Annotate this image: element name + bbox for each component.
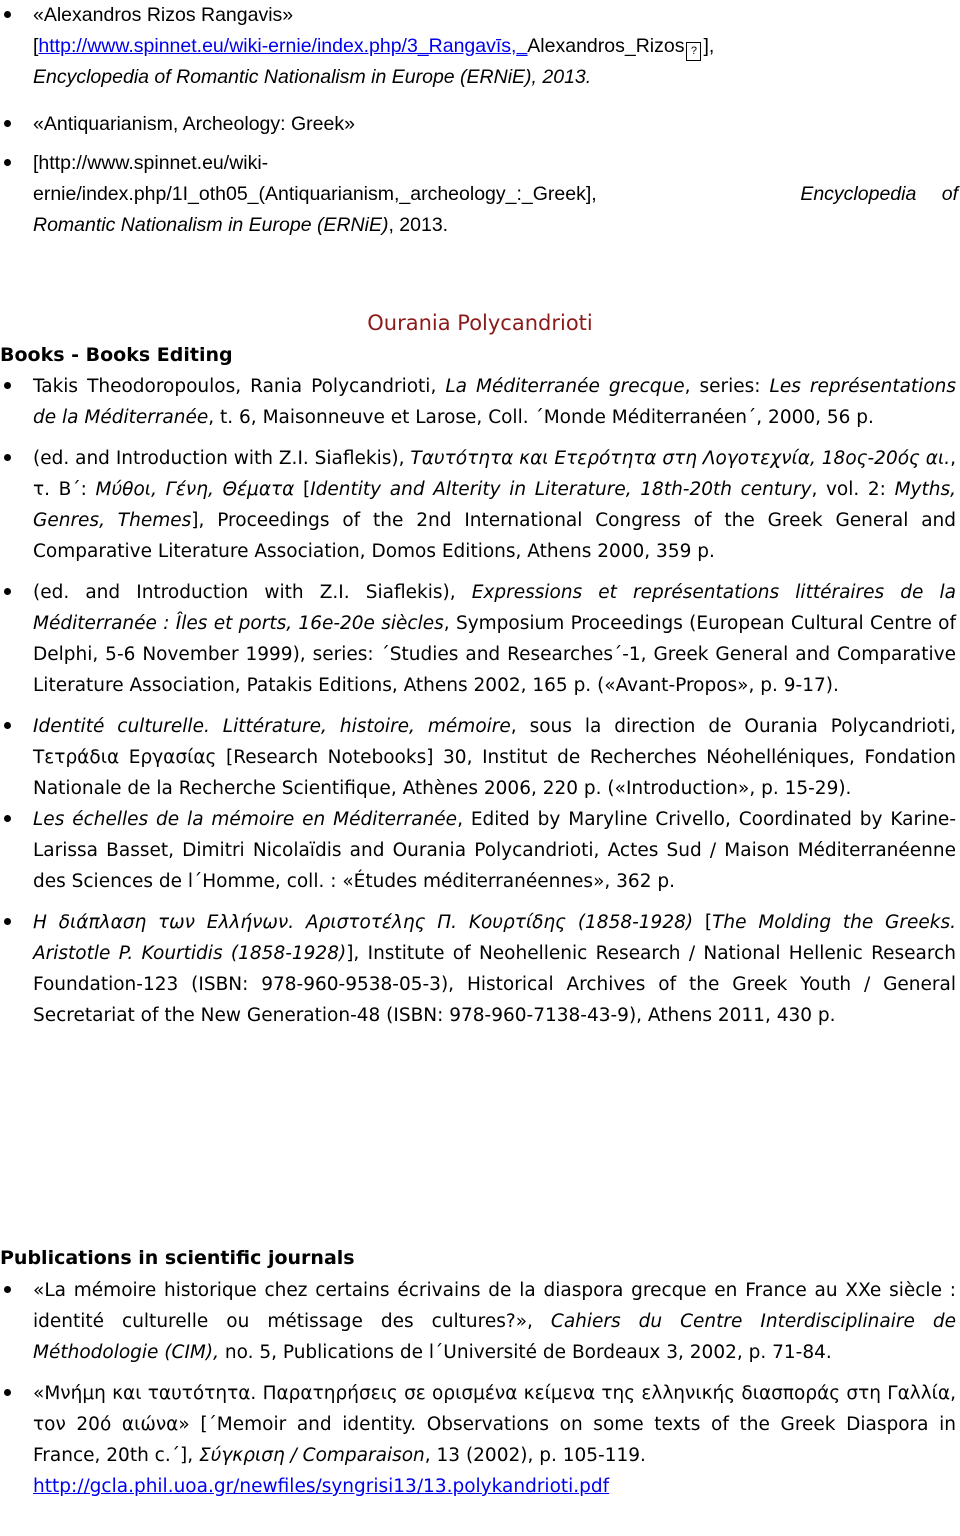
list-item: Les échelles de la mémoire en Méditerranée, Edited by Maryline Crivello, Coordinated by Karine-Larissa Basset, Dimitri Nicolaïdis and Ourania Polycandrioti, Actes Sud / Maison Méditerranéenne des Sciences de l΄Homme, coll. : «Études méditerranéennes», 362 p.: [0, 804, 956, 897]
reference-source: Encyclopedia of Romantic Nationalism in Europe (ERNiE), 2013.: [33, 66, 592, 88]
books-list: [0, 371, 956, 1031]
list-item: (ed. and Introduction with Z.I. Siaflekis), Expressions et représentations littéraires de la Méditerranée : Îles et ports, 16e-20e siècles, Symposium Proceedings (European Cultural Centre of Delphi, 5-6 November 1999), series: ΄Studies and Researches΄-1, Greek General and Comparative Literature Association, Patakis Editions, Athens 2002, 165 p. («Avant-Propos», p. 9-17).: [0, 577, 956, 701]
author-name-heading: Ourania Polycandrioti: [367, 311, 593, 335]
list-item: Η διάπλαση των Ελλήνων. Αριστοτέλης Π. Κουρτίδης (1858-1928) [The Molding the Greeks. Aristotle P. Kourtidis (1858-1928)], Institute of Neohellenic Research / National Hellenic Research Foundation-123 (ISBN: 978-960-9538-05-3), Historical Archives of the Greek Youth / General Secretariat of the New Generation-48 (ISBN: 978-960-7138-43-9), Athens 2011, 430 p.: [0, 907, 956, 1031]
reference-link[interactable]: http://www.spinnet.eu/wiki-ernie/index.php/3_Rangavīs,_: [38, 35, 528, 57]
missing-glyph-icon: ?: [686, 42, 701, 61]
reference-item-rangavis: «Alexandros Rizos Rangavis» [http://www.spinnet.eu/wiki-ernie/index.php/3_Rangavīs,_Alexandros_Rizos ? ], Encyclopedia of Romantic Nationalism in Europe (ERNiE), 2013.: [0, 0, 958, 93]
list-item: Identité culturelle. Littérature, histoire, mémoire, sous la direction de Ourania Polycandrioti, Τετράδια Εργασίας [Research Notebooks] 30, Institut de Recherches Néohelléniques, Fondation Nationale de la Recherche Scientifique, Athènes 2006, 220 p. («Introduction», p. 15-29).: [0, 711, 956, 804]
journals-list: [0, 1275, 956, 1502]
list-item: «Μνήμη και ταυτότητα. Παρατηρήσεις σε ορισμένα κείμενα της ελληνικής διασποράς στη Γαλλία, τον 20ό αιώνα» [΄Memoir and identity. Observations on some texts of the Greek Diaspora in France, 20th c.΄], Σύγκριση / Comparaison, 13 (2002), p. 105-119. http://gcla.phil.uoa.gr/newfiles/syngrisi13/13.polykandrioti.pdf: [0, 1378, 956, 1502]
list-item: «La mémoire historique chez certains écrivains de la diaspora grecque en France au XXe siècle : identité culturelle ou métissage des cultures?», Cahiers du Centre Interdisciplinaire de Méthodologie (CIM), no. 5, Publications de l΄Université de Bordeaux 3, 2002, p. 71-84.: [0, 1275, 956, 1368]
reference-link-tail: Alexandros_Rizos: [527, 35, 685, 57]
reference-item-antiquarianism-link: [http://www.spinnet.eu/wiki- ernie/index.php/1I_oth05_(Antiquarianism,_archeology_:_Greek], Encyclopedia of Romantic Nationalism in Europe (ERNiE), 2013.: [0, 148, 958, 241]
reference-title: «Alexandros Rizos Rangavis»: [33, 4, 294, 26]
journals-section-heading: Publications in scientific journals: [0, 1247, 355, 1269]
books-section-heading: Books - Books Editing: [0, 344, 233, 366]
article-pdf-link[interactable]: http://gcla.phil.uoa.gr/newfiles/syngrisi13/13.polykandrioti.pdf: [33, 1476, 610, 1497]
list-item: Takis Theodoropoulos, Rania Polycandrioti, La Méditerranée grecque, series: Les représentations de la Méditerranée, t. 6, Maisonneuve et Larose, Coll. ΄Monde Méditerranéen΄, 2000, 56 p.: [0, 371, 956, 433]
reference-item-antiquarianism: [0, 109, 958, 140]
list-item: (ed. and Introduction with Z.I. Siaflekis), Ταυτότητα και Ετερότητα στη Λογοτεχνία, 18ος-20ός αι., τ. Β΄: Μύθοι, Γένη, Θέματα [Identity and Alterity in Literature, 18th-20th century, vol. 2: Myths, Genres, Themes], Proceedings of the 2nd International Congress of the Greek General and Comparative Literature Association, Domos Editions, Athens 2000, 359 p.: [0, 443, 956, 567]
reference-source: Romantic Nationalism in Europe (ERNiE): [33, 214, 389, 236]
reference-url-line1: [http://www.spinnet.eu/wiki-: [33, 152, 269, 174]
reference-title: «Antiquarianism, Archeology: Greek»: [33, 113, 355, 135]
reference-url-line2: ernie/index.php/1I_oth05_(Antiquarianism,_archeology_:_Greek],: [33, 183, 597, 205]
top-references: [0, 0, 958, 241]
